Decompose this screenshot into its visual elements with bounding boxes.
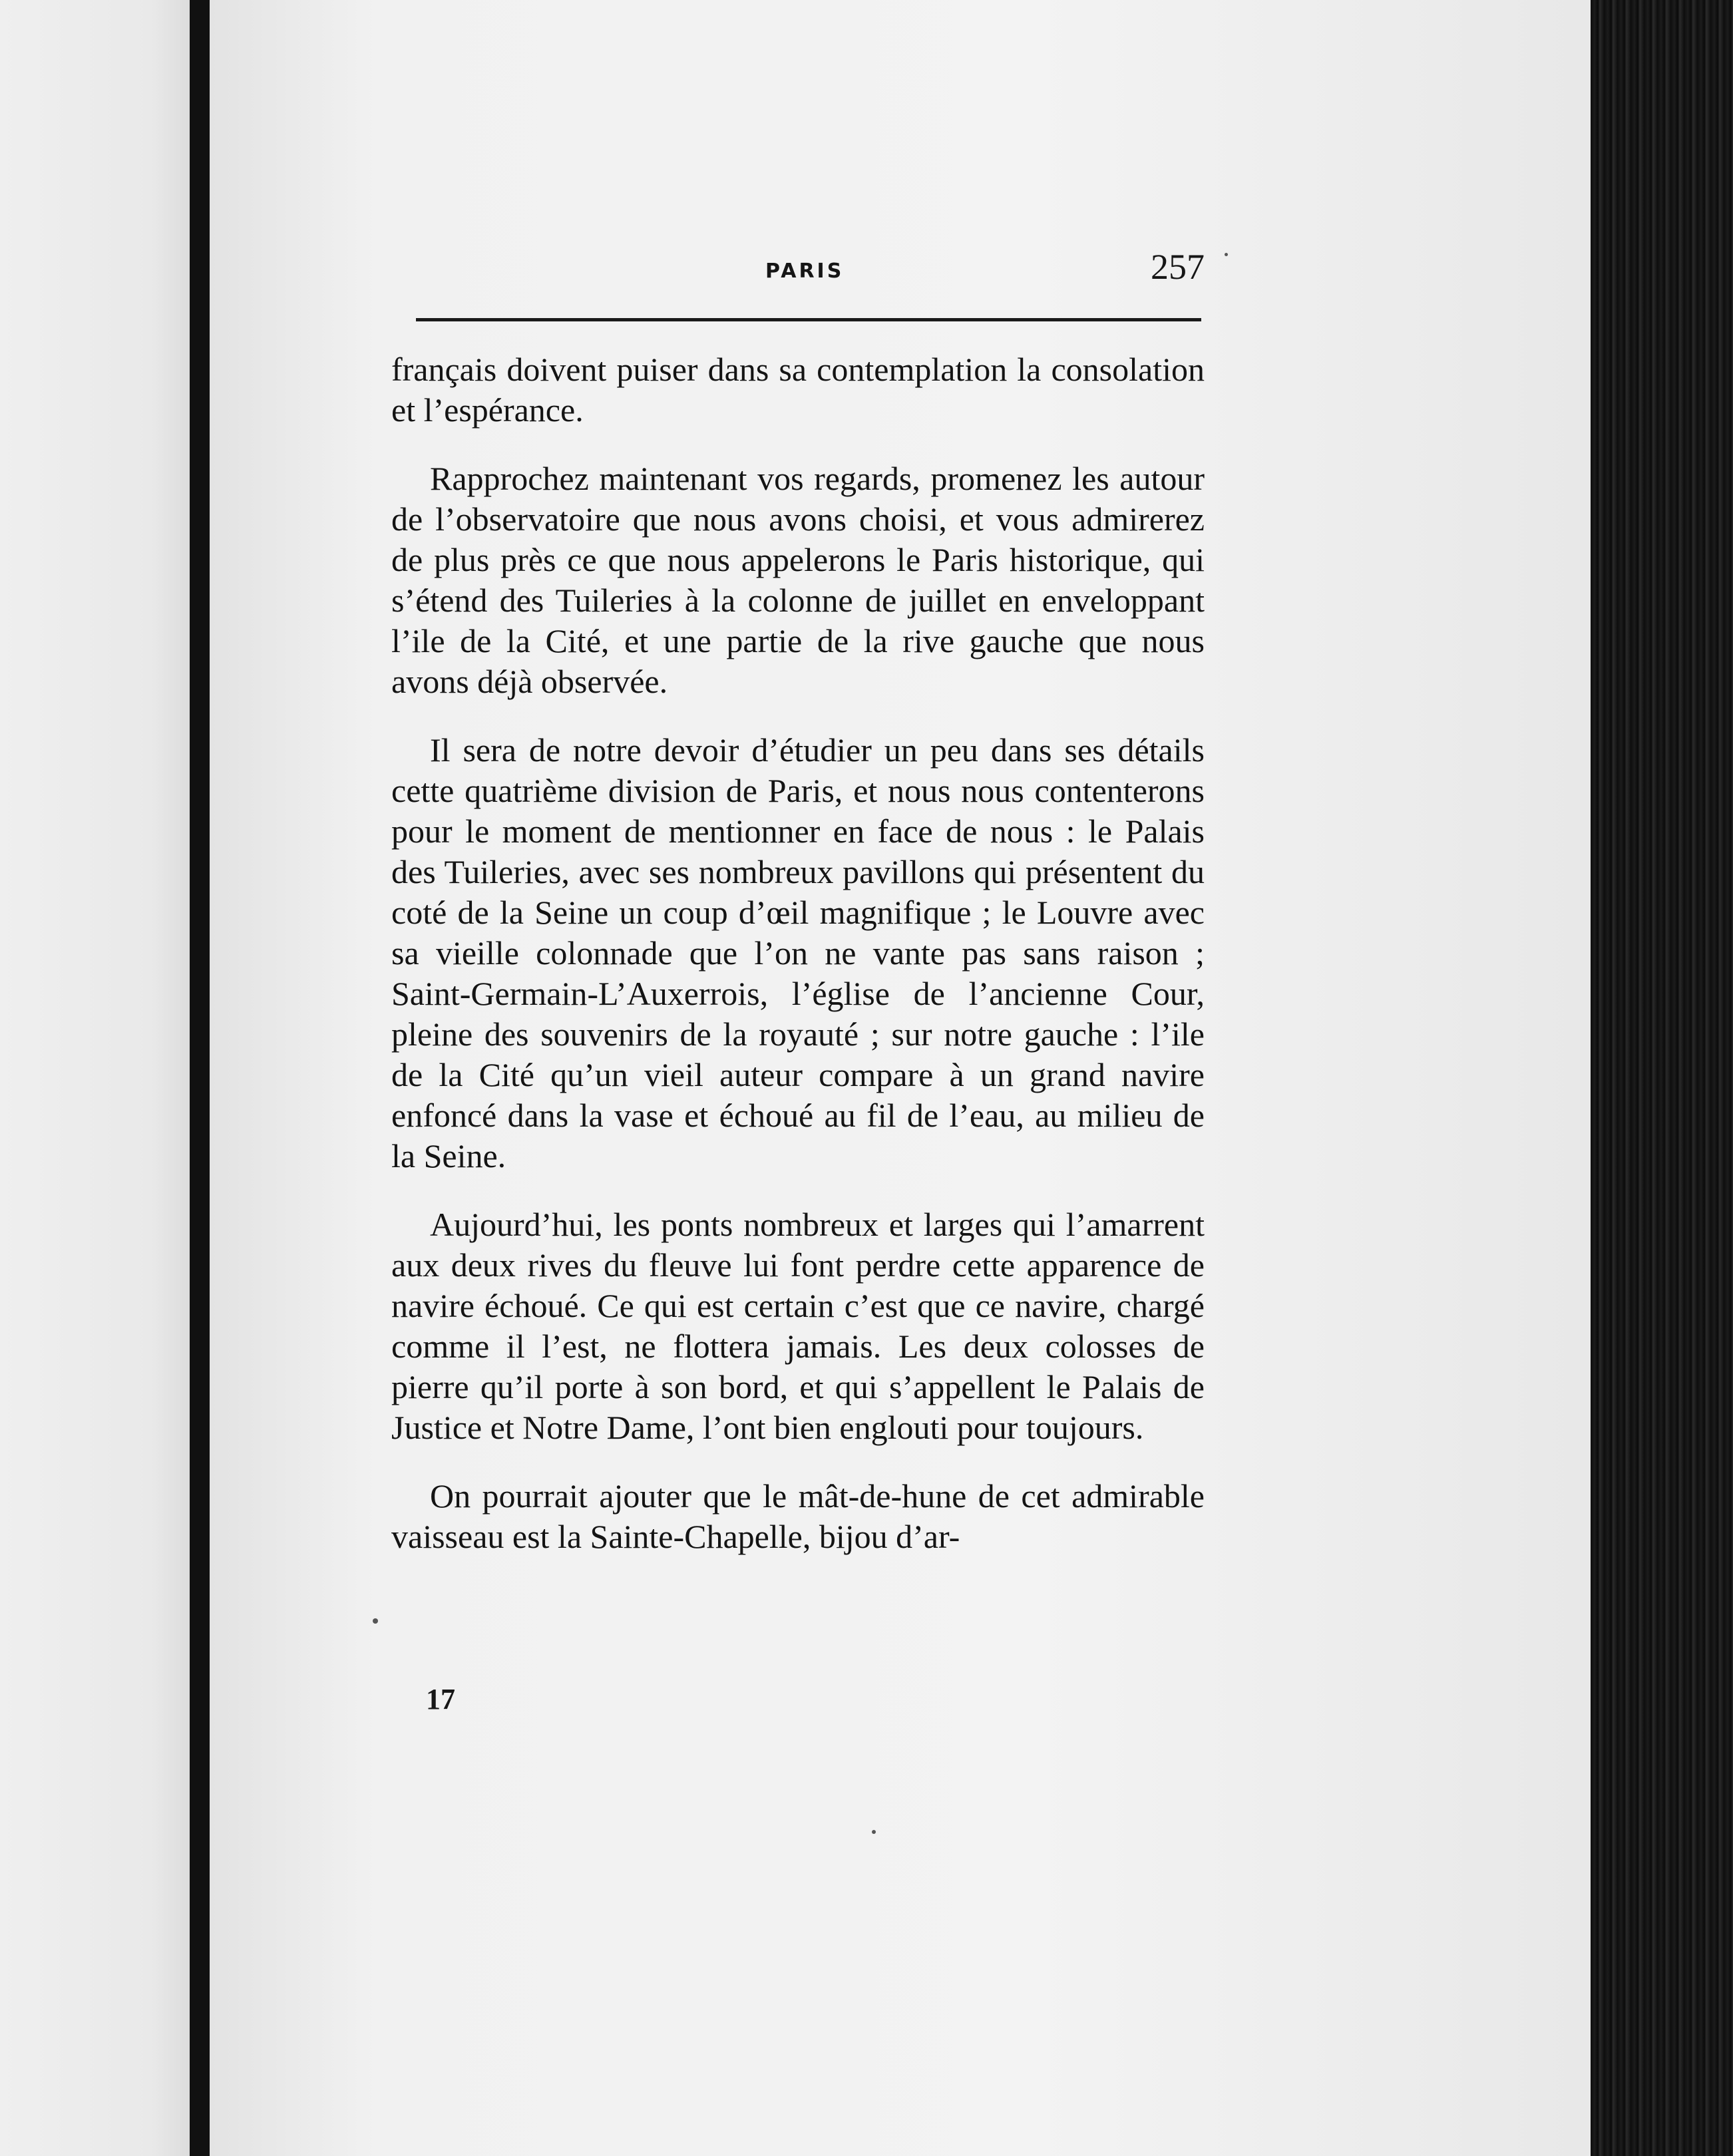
print-speck (373, 1618, 378, 1624)
body-text (391, 349, 1205, 1557)
print-speck (1225, 253, 1228, 256)
book-gutter (190, 0, 210, 2156)
header-rule (416, 318, 1201, 321)
paragraph: Rapprochez maintenant vos regards, promenez les autour de l’observatoire que nous avons choisi, et vous admirerez de plus près ce que nous appelerons le Paris historique, qui s’étend des Tuileries à la colonne de juillet en enveloppant l’ile de la Cité, et une partie de la rive gauche que nous avons déjà observée. (391, 460, 1205, 700)
page-header (399, 240, 1205, 299)
page-number: 257 (1151, 247, 1205, 287)
signature-mark: 17 (426, 1683, 455, 1715)
paragraph: Il sera de notre devoir d’étudier un peu dans ses détails cette quatrième division de Paris, et nous nous contenterons pour le moment de mentionner en face de nous : le Palais des Tuileries, avec ses nombreux pavillons qui présentent du coté de la Seine un coup d’œil magnifique ; le Louvre avec sa vieille colonnade que l’on ne vante pas sans raison ; Saint-Germain-L’Auxerrois, l’église de l’ancienne Cour, pleine des souvenirs de la royauté ; sur notre gauche : l’ile de la Cité qu’un vieil auteur compare à un grand navire enfoncé dans la vase et échoué au fil de l’eau, au milieu de la Seine. (391, 731, 1205, 1174)
facing-page-edge (0, 0, 190, 2156)
paragraph: On pourrait ajouter que le mât-de-hune de cet admirable vaisseau est la Sainte-Chapelle, bijou d’ar- (391, 1477, 1205, 1555)
paragraph-continued: français doivent puiser dans sa contemplation la consolation et l’espérance. (391, 351, 1205, 429)
running-head: PARIS (765, 260, 845, 283)
print-speck (872, 1830, 876, 1834)
page-stack-edge (1591, 0, 1733, 2156)
paragraph: Aujourd’hui, les ponts nombreux et larges qui l’amarrent aux deux rives du fleuve lui font perdre cette apparence de navire échoué. Ce qui est certain c’est que ce navire, chargé comme il l’est, ne flottera jamais. Les deux colosses de pierre qu’il porte à son bord, et qui s’appellent le Palais de Justice et Notre Dame, l’ont bien englouti pour toujours. (391, 1206, 1205, 1446)
